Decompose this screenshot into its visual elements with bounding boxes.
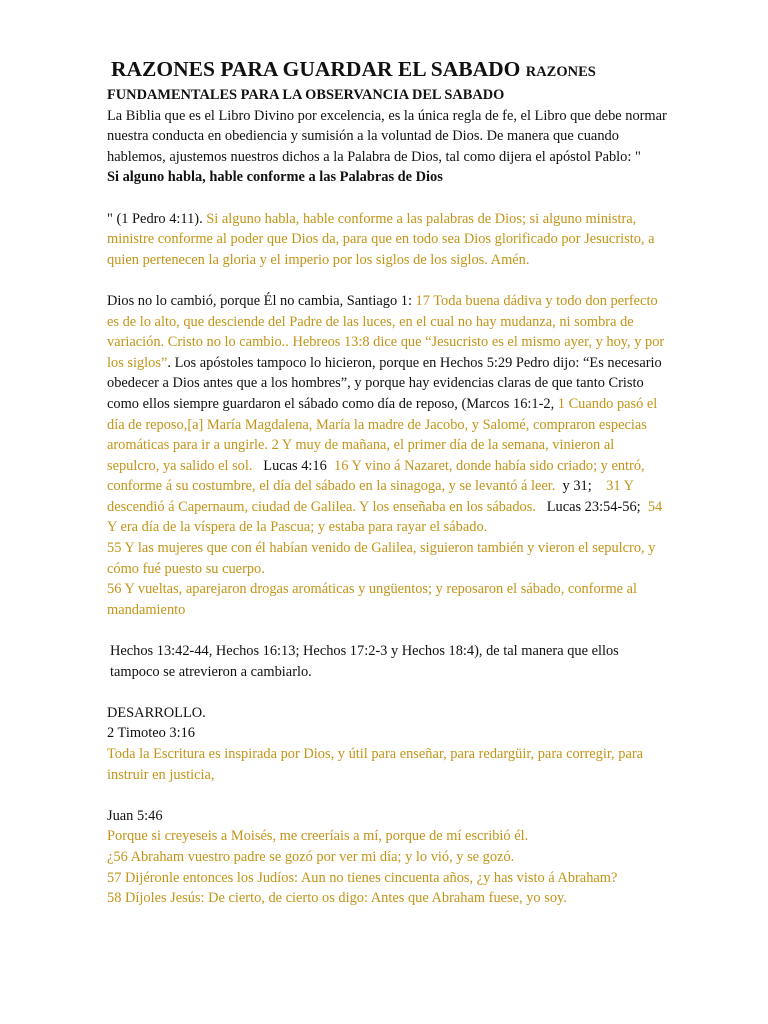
reference-2-timoteo: 2 Timoteo 3:16 — [107, 725, 195, 742]
spacer — [107, 620, 667, 641]
verse-segment: 54 Y era día de la víspera de la Pascua; y estaba para rayar el sábado. — [107, 498, 663, 536]
document-subtitle: FUNDAMENTALES PARA LA OBSERVANCIA DEL SABADO — [107, 87, 505, 103]
intro-paragraph: La Biblia que es el Libro Divino por excelencia, es la única regla de fe, el Libro que debe normar nuestra conducta en obediencia y sumisión a la voluntad de Dios. De manera que cuando hablemos, ajustemos nuestros dichos a la Palabra de Dios, tal como dijera el apóstol Pablo: " — [107, 107, 667, 165]
paragraph-hechos: Hechos 13:42-44, Hechos 16:13; Hechos 17:2-3 y Hechos 18:4), de tal manera que ellos tampoco se atrevieron a cambiarlo. — [110, 643, 619, 680]
title-small: RAZONES — [525, 64, 596, 80]
verse-juan-46: Porque si creyeseis a Moisés, me creeríais a mí, porque de mí escribió él. — [107, 828, 529, 845]
text-segment: y 31; — [555, 478, 607, 495]
verse-56: 56 Y vueltas, aparejaron drogas aromáticas y ungüentos; y reposaron el sábado, conforme al mandamiento — [107, 581, 638, 618]
paragraph-dios-no-cambio — [107, 291, 667, 538]
document-page — [107, 56, 667, 909]
spacer — [107, 682, 667, 703]
document-title — [111, 56, 667, 85]
pedro-verse: Si alguno habla, hable conforme a las palabras de Dios; si alguno ministra, ministre conforme al poder que Dios da, para que en todo sea Dios glorificado por Jesucristo, a quien pertenecen la gloria y el imperio por los siglos de los siglos. Amén. — [107, 210, 655, 268]
verse-segment: 1 Cuando pasó el día de reposo,[a] María Magdalena, María la madre de Jacobo, y Salomé, compraron especias aromáticas para ir a ungirle. 2 Y muy de mañana, el primer día de la semana, vinieron al sepulcro, ya salido el sol. — [107, 395, 658, 474]
title-main: RAZONES PARA GUARDAR EL SABADO — [111, 57, 521, 81]
verse-juan-58: 58 Díjoles Jesús: De cierto, de cierto os digo: Antes que Abraham fuese, yo soy. — [107, 890, 567, 907]
text-segment: Lucas 23:54-56; — [535, 498, 648, 515]
paragraph-pedro — [107, 209, 667, 271]
spacer — [107, 270, 667, 291]
spacer — [107, 188, 667, 209]
verse-segment: 31 Y descendió á Capernaum, ciudad de Galilea. Y los enseñaba en los sábados. — [107, 478, 634, 515]
text-segment: Dios no lo cambió, porque Él no cambia, Santiago 1: — [107, 292, 416, 309]
verse-2-timoteo: Toda la Escritura es inspirada por Dios, y útil para enseñar, para redargüir, para corregir, para instruir en justicia, — [107, 746, 644, 783]
verse-juan-56: ¿56 Abraham vuestro padre se gozó por ver mi día; y lo vió, y se gozó. — [107, 848, 515, 865]
verse-segment: 16 Y vino á Nazaret, donde había sido criado; y entró, conforme á su costumbre, el día del sábado en la sinagoga, y se levantó á leer. — [107, 457, 645, 495]
verse-55: 55 Y las mujeres que con él habían venido de Galilea, siguieron también y vieron el sepulcro, y cómo fué puesto su cuerpo. — [107, 540, 656, 577]
text-segment: . Los apóstoles tampoco lo hicieron, porque en Hechos 5:29 Pedro dijo: “Es necesario obedecer a Dios antes que a los hombres”, y porque hay evidencias claras de que tanto Cristo como ellos siempre guardaron el sábado como día de reposo, (Marcos 16:1-2, — [107, 354, 662, 412]
verse-segment: 17 Toda buena dádiva y todo don perfecto es de lo alto, que desciende del Padre de las luces, en el cual no hay mudanza, ni sombra de variación. Cristo no lo cambio.. Hebreos 13:8 dice que “Jesucristo es el mismo ayer, y hoy, y por los siglos” — [107, 292, 665, 371]
reference-juan: Juan 5:46 — [107, 807, 163, 824]
text-segment: Lucas 4:16 — [252, 457, 335, 474]
bold-quote: Si alguno habla, hable conforme a las Palabras de Dios — [107, 169, 443, 186]
section-heading-desarrollo: DESARROLLO. — [107, 704, 206, 721]
pedro-reference: " (1 Pedro 4:11). — [107, 210, 207, 227]
verse-juan-57: 57 Dijéronle entonces los Judíos: Aun no tienes cincuenta años, ¿y has visto á Abraham? — [107, 869, 618, 886]
spacer — [107, 785, 667, 806]
